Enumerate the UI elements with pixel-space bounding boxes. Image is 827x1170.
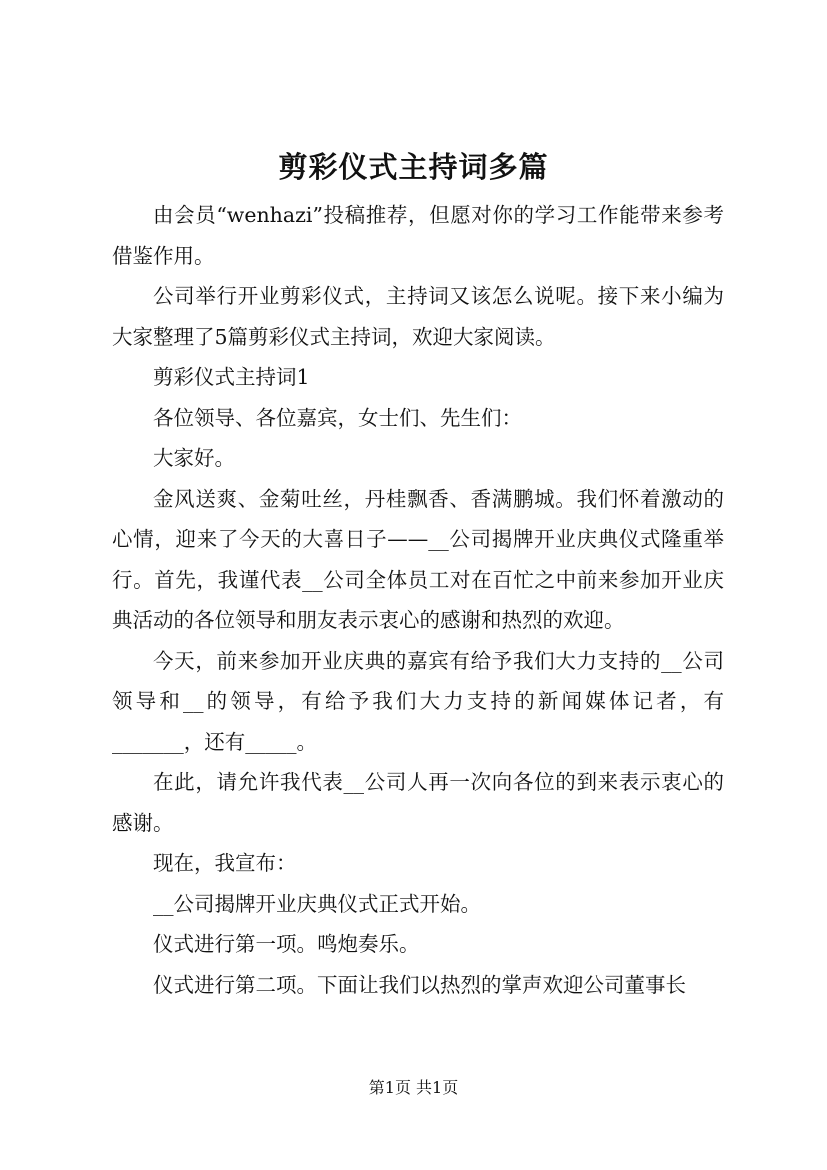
document-title: 剪彩仪式主持词多篇	[278, 150, 549, 184]
paragraph-item-two: 仪式进行第二项。下面让我们以热烈的掌声欢迎公司董事长	[153, 972, 686, 997]
paragraph-intro: 由会员“wenhazi”投稿推荐，但愿对你的学习工作能带来参考借鉴作用。	[112, 203, 724, 268]
paragraph-opening: 金风送爽、金菊吐丝，丹桂飘香、香满鹏城。我们怀着激动的心情，迎来了今天的大喜日子——__公司揭牌开业庆典仪式隆重举行。首先，我谨代表__公司全体员工对在百忙之中前来参加开业庆典活动的各位领导和朋友表示衷心的感谢和热烈的欢迎。	[112, 486, 724, 632]
paragraph-start: __公司揭牌开业庆典仪式正式开始。	[153, 891, 481, 916]
document-body	[112, 195, 724, 1005]
page-footer: 第1页 共1页	[368, 1078, 459, 1097]
paragraph-greeting: 大家好。	[153, 446, 235, 470]
paragraph-summary: 公司举行开业剪彩仪式，主持词又该怎么说呢。接下来小编为大家整理了5篇剪彩仪式主持词，欢迎大家阅读。	[112, 284, 724, 349]
paragraph-guests: 今天，前来参加开业庆典的嘉宾有给予我们大力支持的__公司领导和__的领导，有给予我们大力支持的新闻媒体记者，有_______，还有_____。	[112, 648, 724, 754]
paragraph-announce: 现在，我宣布：	[153, 851, 297, 875]
paragraph-thanks: 在此，请允许我代表__公司人再一次向各位的到来表示衷心的感谢。	[112, 770, 724, 835]
paragraph-item-one: 仪式进行第一项。鸣炮奏乐。	[153, 932, 420, 956]
section-heading: 剪彩仪式主持词1	[153, 365, 310, 389]
paragraph-salutation: 各位领导、各位嘉宾，女士们、先生们：	[153, 405, 522, 430]
